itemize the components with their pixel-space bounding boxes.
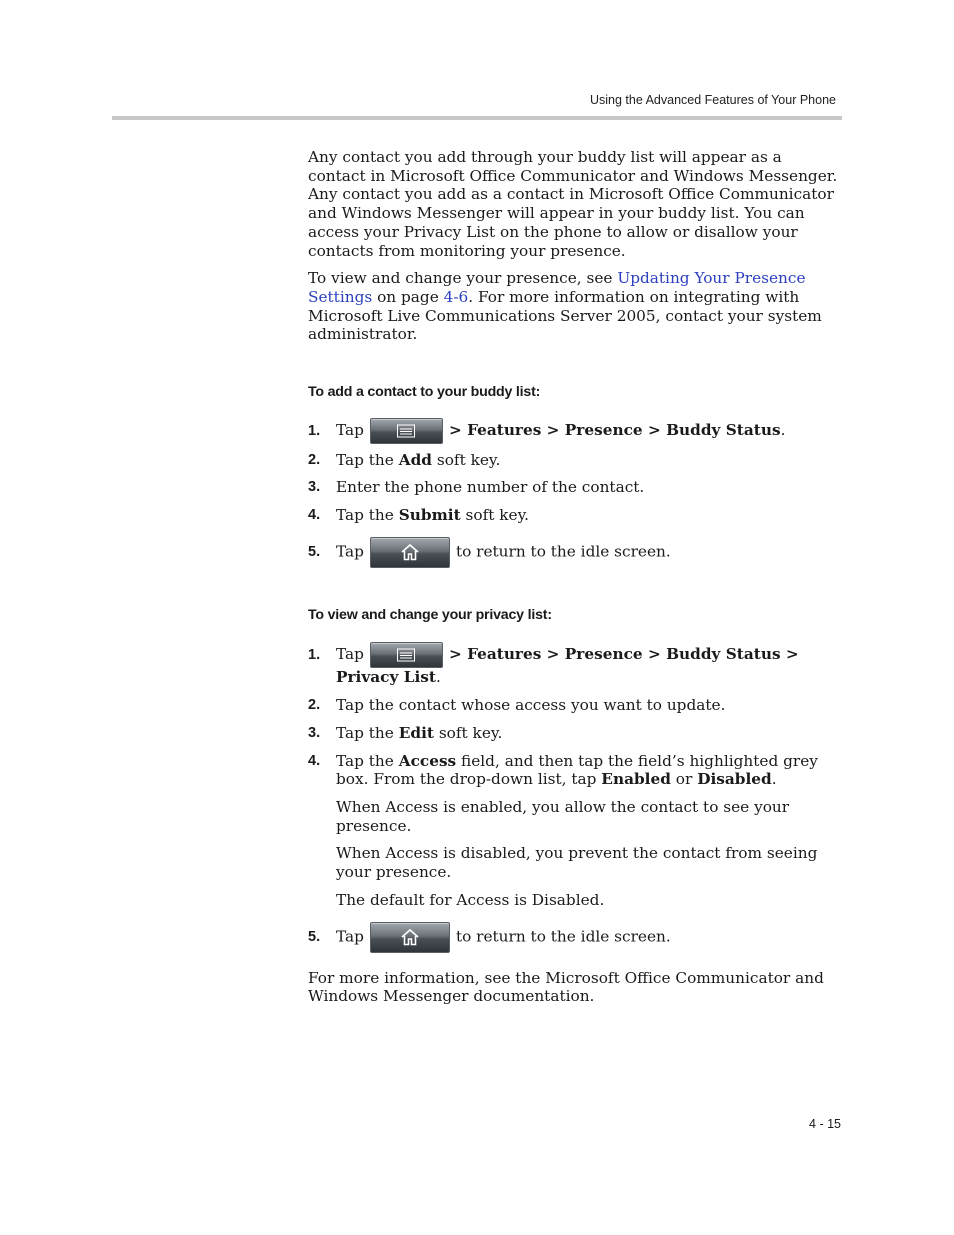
page-reference-link[interactable]: 4-6 — [443, 287, 469, 306]
home-key-icon — [400, 928, 420, 946]
access-default-note: The default for Access is Disabled. — [336, 890, 605, 909]
menu-key-icon — [397, 648, 415, 661]
privacy-step-5: 5. Tap to return to the idle screen. — [308, 922, 842, 953]
privacy-step-3: 3. Tap the Edit soft key. — [308, 723, 503, 742]
add-step-3: 3. Enter the phone number of the contact. — [308, 478, 645, 497]
home-key-button — [370, 922, 450, 953]
add-step-4: 4. Tap the Submit soft key. — [308, 506, 530, 525]
page-content — [308, 148, 842, 1006]
updating-presence-link[interactable]: Updating Your Presence Settings — [308, 269, 806, 306]
intro-paragraph: Any contact you add through your buddy list will appear as a contact in Microsoft Office Communicator and Windows Messenger. Any contact you add as a contact in Microsoft Office Communicator and Windows Messenger will appear in your buddy list. You can access your Privacy List on the phone to allow or disallow your contacts from monitoring your presence. — [308, 148, 838, 260]
privacy-list-heading: To view and change your privacy list: — [308, 606, 552, 623]
access-disabled-note: When Access is disabled, you prevent the contact from seeing your presence. — [336, 844, 818, 882]
privacy-step-4: 4. Tap the Access field, and then tap the field’s highlighted grey box. From the drop-down list, tap Enabled or Disabled. When Access is enabled, you allow the contact to see your presence. When Access is disabled, you prevent the contact from seeing your presence. The default for Access is Disabled. — [308, 752, 842, 910]
privacy-step-1: 1. Tap > Features > Presence > Buddy Status > Privacy List. — [308, 642, 842, 687]
home-key-icon — [400, 543, 420, 561]
header-rule — [112, 116, 842, 120]
menu-key-button — [370, 418, 443, 444]
privacy-step-2: 2. Tap the contact whose access you want to update. — [308, 696, 726, 715]
presence-paragraph: To view and change your presence, see Updating Your Presence Settings on page 4-6. For more information on integrating with Microsoft Live Communications Server 2005, contact your system administrator. — [308, 269, 822, 344]
menu-key-button — [370, 642, 443, 668]
menu-key-icon — [397, 424, 415, 437]
closing-paragraph: For more information, see the Microsoft Office Communicator and Windows Messenger documentation. — [308, 968, 824, 1006]
add-step-5: 5. Tap to return to the idle screen. — [308, 537, 842, 568]
add-contact-heading: To add a contact to your buddy list: — [308, 384, 541, 401]
access-enabled-note: When Access is enabled, you allow the contact to see your presence. — [336, 798, 790, 835]
running-header: Using the Advanced Features of Your Phone — [589, 93, 836, 107]
add-step-1: 1. Tap > Features > Presence > Buddy Status. — [308, 418, 842, 444]
add-step-2: 2. Tap the Add soft key. — [308, 450, 501, 469]
home-key-button — [370, 537, 450, 568]
page-number: 4 - 15 — [809, 1117, 841, 1131]
